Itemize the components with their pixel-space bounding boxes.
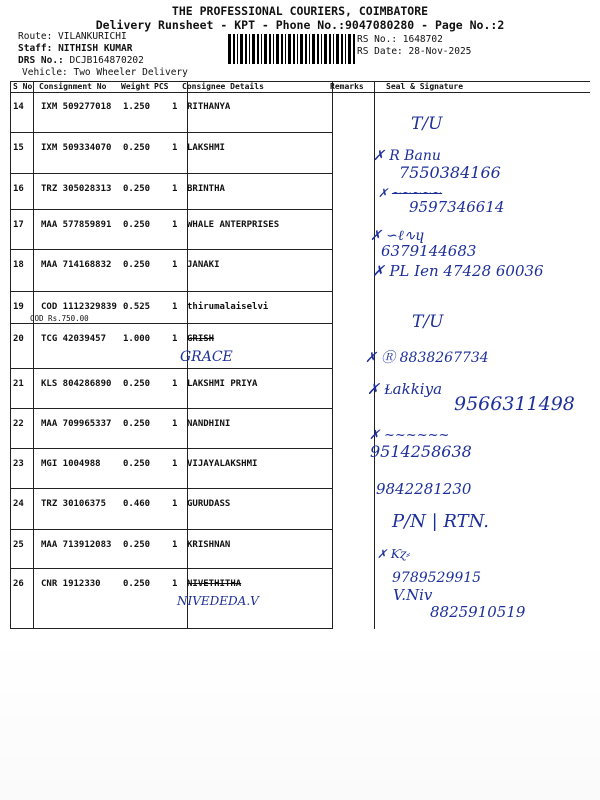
barcode-bar [336,34,339,64]
row-consignment-no: COD 1112329839 [41,302,117,312]
barcode-bar [252,34,255,64]
row-weight: 0.250 [123,379,151,389]
row-pcs: 1 [172,499,178,509]
staff-name: NITHISH KUMAR [58,43,133,54]
barcode-bar [333,34,334,64]
barcode-bar [273,34,274,64]
row-consignee-name: GURUDASS [187,499,231,509]
drs-line [18,55,144,66]
row-cod-amount: COD Rs.750.00 [30,314,89,323]
row-sno: 26 [13,579,24,589]
barcode-bar [324,34,327,64]
barcode-bar [345,34,346,64]
row-sno: 25 [13,540,24,550]
handwriting-row18: ✗ PL Ien 47428 60036 [372,262,544,280]
row-weight: 0.250 [123,579,151,589]
barcode-bar [228,34,231,64]
barcode-bar [257,34,259,64]
handwriting-row22-signature: ✗ ~~~~~~ [369,428,450,443]
table-row [10,210,590,250]
row-sno: 16 [13,184,24,194]
runsheet-table [10,81,590,629]
handwriting-row21-signature: ✗ Ɫakkiya [367,380,443,398]
row-consignee-name: KRISHNAN [187,540,231,550]
row-consignee-name: WHALE ANTERPRISES [187,220,280,230]
row-consignment-no: MGI 1004988 [41,459,101,469]
row-sno: 15 [13,143,24,153]
table-row [10,324,590,369]
row-consignee-name: thirumalaiselvi [187,302,269,312]
row-consignee-name: NIVETHITHA [187,579,242,589]
row-sno: 18 [13,260,24,270]
table-row [10,409,590,449]
col-header-weight: Weight [121,82,150,91]
row-consignment-no: MAA 577859891 [41,220,112,230]
handwriting-row26-signature: V.Niv [393,586,433,604]
row-sno: 21 [13,379,24,389]
table-row [10,292,590,324]
handwriting-row26-phone: 8825910519 [430,603,526,621]
barcode-bar [312,34,315,64]
drs-number: DCJB164870202 [69,55,144,66]
row-consignment-no: MAA 714168832 [41,260,112,270]
row-weight: 0.250 [123,260,151,270]
barcode-bar [264,34,267,64]
barcode-bar [305,34,307,64]
row-consignment-no: MAA 713912083 [41,540,112,550]
row-consignment-no: CNR 1912330 [41,579,101,589]
handwriting-row19: T/U [412,312,444,332]
company-title: THE PROFESSIONAL COURIERS, COIMBATORE [171,4,429,18]
row-pcs: 1 [172,102,178,112]
route-line: Route: VILANKURICHI [18,31,127,42]
barcode-bar [288,34,291,64]
col-header-pcs: PCS [154,82,169,91]
row-pcs: 1 [172,302,178,312]
drs-label: DRS No.: [18,55,64,66]
barcode-bar [269,34,271,64]
barcode-bar [281,34,283,64]
runsheet-subtitle: Delivery Runsheet - KPT - Phone No.:9047080280 - Page No.:2 [95,18,505,32]
barcode-bar [300,34,303,64]
row-consignee-name: JANAKI [187,260,220,270]
handwriting-row14: T/U [411,114,443,134]
barcode-bar [309,34,310,64]
handwriting-row15-name: ✗ R Banu [373,148,441,164]
barcode-bar [261,34,262,64]
row-consignment-no: TRZ 305028313 [41,184,112,194]
row-consignment-no: KLS 804286890 [41,379,112,389]
row-consignment-no: IXM 509277018 [41,102,112,112]
rs-number: RS No.: 1648702 [357,34,443,45]
row-pcs: 1 [172,540,178,550]
handwriting-row17-phone: 6379144683 [381,242,477,260]
row-weight: 0.250 [123,459,151,469]
col-header-sno: S No [13,82,33,91]
col-header-consignment: Consignment No [39,82,107,91]
row-weight: 0.250 [123,184,151,194]
row-weight: 0.460 [123,499,151,509]
row-consignee-name: BRINTHA [187,184,225,194]
row-consignee-name: LAKSHMI [187,143,225,153]
handwriting-row15-phone: 7550384166 [399,163,501,182]
barcode-bar [240,34,243,64]
row-pcs: 1 [172,334,178,344]
barcode-bar [353,34,355,64]
handwriting-row20-phone: ✗ Ⓡ 8838267734 [365,350,489,366]
row-weight: 0.250 [123,143,151,153]
handwriting-row22-phone: 9514258638 [370,442,472,461]
row-consignee-name: LAKSHMI PRIYA [187,379,258,389]
col-header-signature: Seal & Signature [386,82,464,91]
barcode-bar [245,34,247,64]
barcode-bar [329,34,331,64]
row-pcs: 1 [172,459,178,469]
row-pcs: 1 [172,220,178,230]
row-sno: 22 [13,419,24,429]
row-consignment-no: IXM 509334070 [41,143,112,153]
handwriting-row16-signature: ✗ ~~~~~ [378,186,443,200]
row-consignment-no: TCG 42039457 [41,334,107,344]
handwriting-row26-name: NIVEDEDA.V [177,594,259,608]
barcode-bar [276,34,279,64]
row-sno: 23 [13,459,24,469]
row-consignment-no: TRZ 30106375 [41,499,107,509]
row-sno: 17 [13,220,24,230]
col-header-consignee: Consignee Details [182,82,264,91]
row-weight: 0.525 [123,302,151,312]
rs-date: RS Date: 28-Nov-2025 [357,46,472,57]
row-divider [10,628,332,629]
table-row [10,133,590,174]
row-weight: 0.250 [123,540,151,550]
barcode-bar [237,34,238,64]
row-sno: 24 [13,499,24,509]
row-consignee-name: VIJAYALAKSHMI [187,459,258,469]
row-sno: 14 [13,102,24,112]
handwriting-row18-text: PL Ien 47428 60036 [389,262,544,280]
table-row [10,530,590,569]
handwriting-row23-phone: 9842281230 [376,480,472,498]
row-weight: 1.000 [123,334,151,344]
barcode-bar [293,34,295,64]
handwriting-row20-name: GRACE [180,349,233,365]
row-sno: 20 [13,334,24,344]
row-pcs: 1 [172,579,178,589]
row-consignee-name: RITHANYA [187,102,231,112]
col-header-remarks: Remarks [330,82,364,91]
row-consignee-name: GRISH [187,334,215,344]
barcode-bar [341,34,343,64]
barcode-bar [285,34,286,64]
row-weight: 0.250 [123,419,151,429]
blank-page-area [0,640,600,800]
vehicle-line: Vehicle: Two Wheeler Delivery [22,67,188,78]
barcode-bar [348,34,351,64]
row-pcs: 1 [172,143,178,153]
barcode-image [228,34,355,64]
row-pcs: 1 [172,419,178,429]
handwriting-row25-signature: ✗ Ƙɀ⸗ [377,547,411,561]
row-weight: 1.250 [123,102,151,112]
row-weight: 0.250 [123,220,151,230]
row-sno: 19 [13,302,24,312]
row-pcs: 1 [172,184,178,194]
row-pcs: 1 [172,260,178,270]
handwriting-row17-signature: ✗ ∽ℓ∿ɥ [370,228,425,244]
table-row [10,92,590,133]
handwriting-row25-phone: 9789529915 [392,570,482,586]
row-consignment-no: MAA 709965337 [41,419,112,429]
barcode-bar [233,34,235,64]
handwriting-row24: P/N | RTN. [392,511,489,532]
handwriting-row21-phone: 9566311498 [454,393,575,415]
handwriting-row16-phone: 9597346614 [409,198,505,216]
staff-label: Staff: [18,43,53,54]
handwriting-row15-name-text: R Banu [389,148,441,164]
table-row [10,449,590,489]
handwriting-row20-phone-text: 8838267734 [399,350,489,366]
row-pcs: 1 [172,379,178,389]
barcode-bar [317,34,319,64]
barcode-bar [321,34,322,64]
row-consignee-name: NANDHINI [187,419,231,429]
barcode-bar [297,34,298,64]
barcode-bar [249,34,250,64]
staff-line [18,43,132,54]
table-row [10,489,590,530]
